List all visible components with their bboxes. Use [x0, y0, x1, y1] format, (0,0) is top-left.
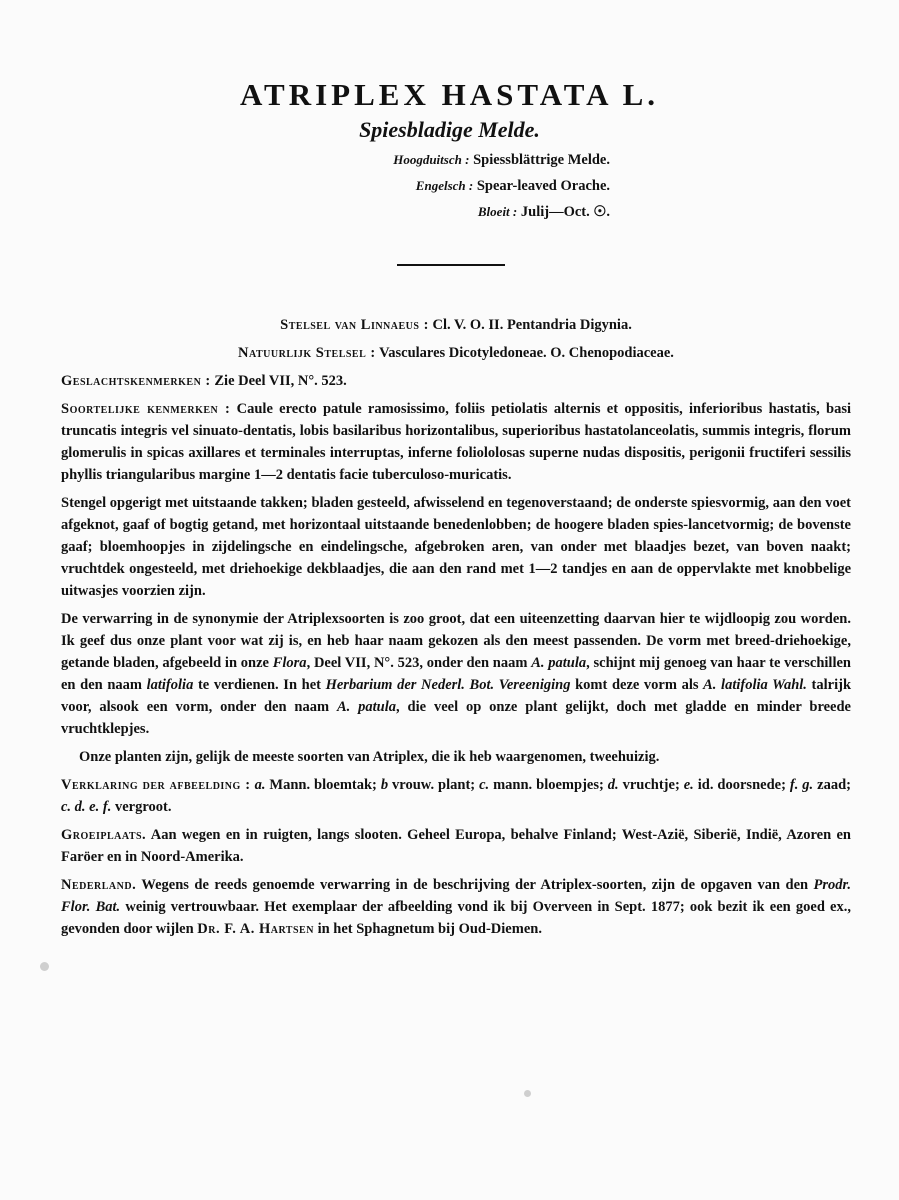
netherlands-text: Wegens de reeds genoemde verwarring in de beschrijving der Atriplex-soorten, zijn de opgaven van den	[136, 877, 814, 893]
natural-system-value: Vasculares Dicotyledoneae. O. Chenopodiaceae.	[379, 345, 674, 361]
synonymy-text: De verwarring in de synonymie der Atriplexsoorten is zoo groot, dat een uiteenzetting daarvan hier te wijdloopig zou worden. Ik geef dus onze plant voor wat zij is, en heb haar naam gekozen als den meest passenden. De vorm met breed-driehoekige, getande bladen, afgebeeld in onze	[61, 611, 851, 671]
bloom-value: Julij—Oct. ☉.	[520, 204, 610, 220]
figure-caption: vruchtje;	[618, 777, 684, 793]
dioecious-paragraph: Onze planten zijn, gelijk de meeste soorten van Atriplex, die ik heb waargenomen, tweehuizig.	[79, 749, 660, 765]
linnaeus-label: Stelsel van Linnaeus :	[280, 317, 429, 333]
title-divider	[397, 264, 505, 266]
genus-line	[61, 370, 851, 392]
english-label: Engelsch :	[415, 178, 474, 193]
synonymy-text: , die veel op onze plant gelijkt, doch met gladde en minder breede vruchtklepjes.	[61, 699, 851, 737]
bloom-label: Bloeit :	[477, 204, 518, 219]
figure-letter: a.	[254, 777, 266, 793]
netherlands-text: weinig vertrouwbaar. Het exemplaar der afbeelding vond ik bij Overveen in Sept. 1877; ook bezit ik een goed ex., gevonden door wijlen	[61, 899, 851, 937]
figure-caption: mann. bloempjes;	[489, 777, 608, 793]
synonymy-text: talrijk voor, alsook een vorm, onder den naam	[61, 677, 852, 715]
figure-letter: c.	[479, 777, 490, 793]
german-label: Hoogduitsch :	[393, 152, 470, 167]
genus-value: Zie Deel VII, N°. 523.	[214, 373, 347, 389]
netherlands-label: Nederland.	[61, 877, 137, 893]
figure-caption: Mann. bloemtak;	[265, 777, 381, 793]
synonymy-paragraph	[61, 608, 851, 740]
taxon-name: A. patula	[336, 699, 397, 715]
species-text: Caule erecto patule ramosissimo, foliis petiolatis alternis et oppositis, inferioribus hastatis, basi truncatis integris vel sinuato-dentatis, lobis basilaribus horizontalibus, superioribus hastatolanceolatis, summis integris, florum glomerulis in spicas axillares et terminales interruptas, inferne foliololosas superne nudas dispositis, perigonii fructiferi sessilis phyllis triangularibus margine 1—2 dentatis facie tuberculoso-muricatis.	[61, 401, 851, 483]
synonymy-text: komt deze vorm als	[570, 677, 704, 693]
habitat-paragraph	[61, 824, 851, 868]
body-text	[61, 314, 851, 946]
habitat-label: Groeiplaats.	[61, 827, 147, 843]
figure-letter: d.	[607, 777, 619, 793]
figure-letter: c. d. e. f.	[61, 799, 112, 815]
species-label: Soortelijke kenmerken :	[61, 401, 231, 417]
english-name: Spear-leaved Orache.	[476, 178, 610, 194]
figure-caption: zaad;	[813, 777, 851, 793]
natural-system-line	[61, 342, 851, 364]
figure-letter: e.	[683, 777, 694, 793]
herbarium-ref: Herbarium der Nederl. Bot. Vereeniging	[325, 677, 571, 693]
figure-letter: b	[380, 777, 389, 793]
habitat-text: Aan wegen en in ruigten, langs slooten. Geheel Europa, behalve Finland; West-Azië, Siberië, Indië, Azoren en Faröer en in Noord-Amerika.	[61, 827, 851, 865]
figure-caption: id. doorsnede;	[693, 777, 790, 793]
common-names	[310, 147, 610, 225]
synonymy-text: te verdienen. In het	[193, 677, 326, 693]
paper-blemish	[524, 1090, 531, 1097]
description-paragraph: Stengel opgerigt met uitstaande takken; bladen gesteeld, afwisselend en tegenoverstaand; de onderste spiesvormig, aan den voet afgeknot, gaaf of bogtig getand, met horizontaal uitstaande benedenlobben; de hoogere bladen spies-lancetvormig; de bovenste gaaf; bloemhoopjes in zijdelingsche en eindelingsche, afgebroken aren, van onder met blaadjes bezet, van boven naakt; vruchtdek ongesteeld, met driehoekige dekblaadjes, die aan den rand met 1—2 tandjes en aan de oppervlakte met knobbelige uitwasjes voorzien zijn.	[61, 495, 851, 599]
explanation-label: Verklaring der afbeelding :	[61, 777, 251, 793]
netherlands-text: in het Sphagnetum bij Oud-Diemen.	[313, 921, 542, 937]
genus-label: Geslachtskenmerken :	[61, 373, 211, 389]
page-title: ATRIPLEX HASTATA L.	[239, 77, 660, 112]
taxon-name: A. latifolia Wahl.	[703, 677, 807, 693]
species-paragraph	[61, 398, 851, 486]
taxon-name: latifolia	[146, 677, 194, 693]
explanation-paragraph	[61, 774, 851, 818]
paper-blemish	[40, 962, 49, 971]
linnaeus-line	[61, 314, 851, 336]
figure-letter: f. g.	[789, 777, 814, 793]
synonymy-text: , Deel VII, N°. 523, onder den naam	[306, 655, 532, 671]
figure-caption: vrouw. plant;	[388, 777, 480, 793]
synonymy-text: , schijnt mij genoeg van haar te verschillen en den naam	[61, 655, 851, 693]
linnaeus-value: Cl. V. O. II. Pentandria Digynia.	[432, 317, 632, 333]
german-name: Spiessblättrige Melde.	[473, 152, 610, 168]
person-name: Dr. F. A. Hartsen	[197, 921, 314, 937]
netherlands-paragraph	[61, 874, 851, 940]
german-name-line	[310, 147, 610, 173]
natural-system-label: Natuurlijk Stelsel :	[238, 345, 376, 361]
dutch-name: Spiesbladige Melde.	[359, 117, 540, 142]
flora-ref: Flora	[272, 655, 307, 671]
english-name-line	[310, 173, 610, 199]
bloom-line	[310, 199, 610, 225]
prodromus-ref: Prodr. Flor. Bat.	[61, 877, 851, 915]
taxon-name: A. patula	[531, 655, 587, 671]
figure-caption: vergroot.	[111, 799, 172, 815]
